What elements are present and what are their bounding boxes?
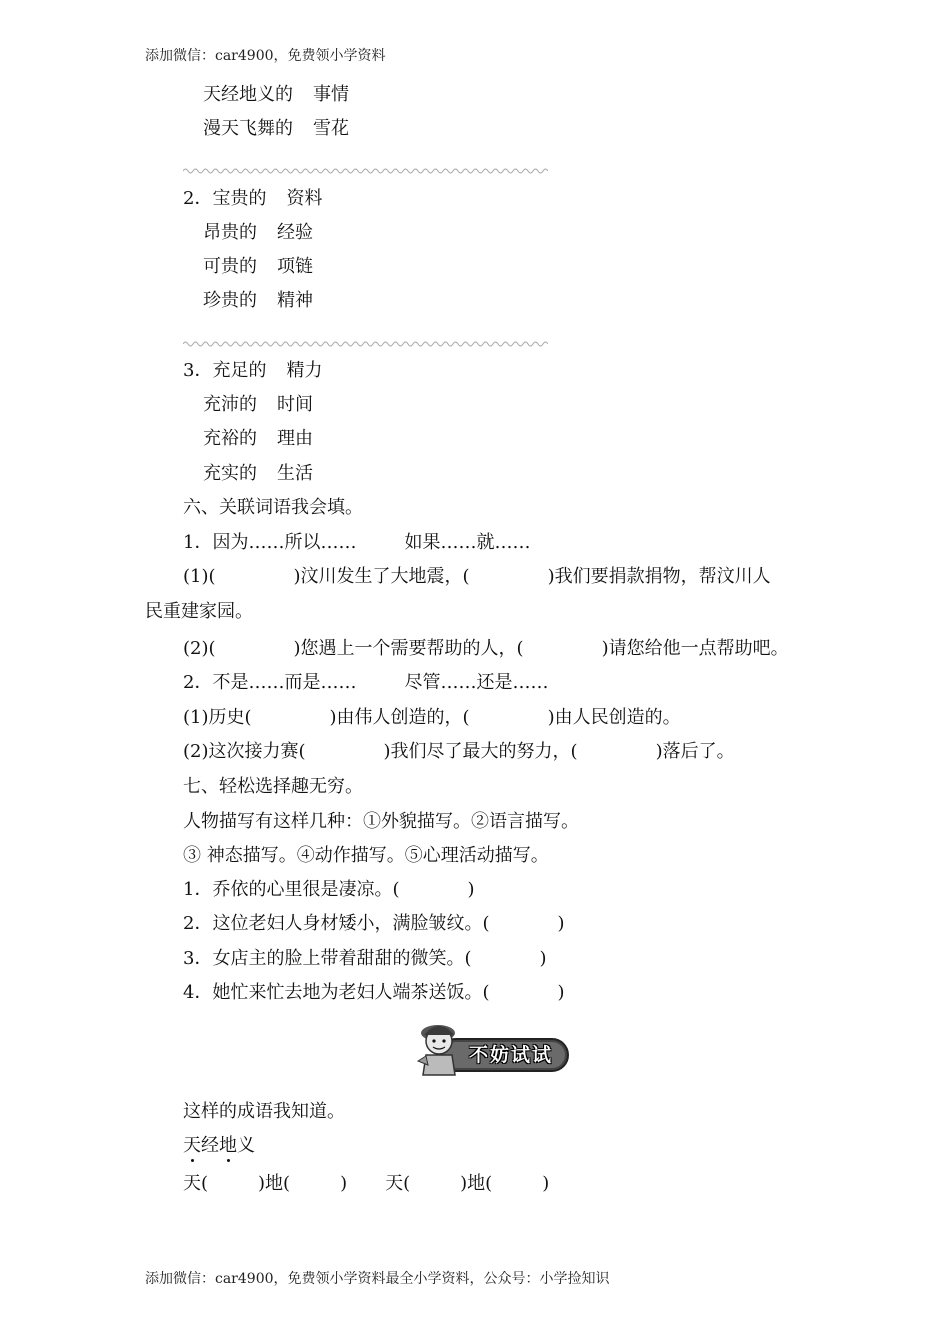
idiom-example: 天经地义 (183, 1135, 255, 1156)
word-pair (203, 258, 313, 276)
word-pair (203, 465, 313, 483)
item-number: 2． (183, 188, 213, 209)
noun: 生活 (277, 463, 313, 484)
noun: 理由 (277, 428, 313, 449)
adjective: 充沛的 (203, 394, 257, 415)
question-label: 2．不是……而是…… 尽管……还是…… (183, 672, 549, 693)
adjective: 充裕的 (203, 428, 257, 449)
adjective: 天经地义的 (203, 84, 293, 105)
fill-sentence: (1)( )汶川发生了大地震，( )我们要捐款捐物，帮汶川人 (183, 566, 771, 587)
choice-item: 1．乔依的心里很是凄凉。( ) (183, 879, 475, 900)
word-pair (183, 190, 322, 208)
adjective: 珍贵的 (203, 290, 257, 311)
noun: 事情 (313, 84, 349, 105)
adjective: 充实的 (203, 463, 257, 484)
noun: 精力 (286, 360, 323, 381)
adjective: 昂贵的 (203, 222, 257, 243)
word-pair (203, 120, 349, 138)
choice-item: 2．这位老妇人身材矮小，满脸皱纹。( ) (183, 913, 565, 934)
word-pair (203, 224, 313, 242)
page-footer: 添加微信：car4900，免费领小学资料最全小学资料，公众号：小学捡知识 (145, 1271, 610, 1287)
noun: 经验 (277, 222, 313, 243)
noun: 项链 (277, 256, 313, 277)
wavy-divider (183, 340, 548, 348)
section-title: 六、关联词语我会填。 (183, 497, 363, 518)
page-header: 添加微信：car4900，免费领小学资料 (145, 48, 386, 64)
fill-sentence: (1)历史( )由伟人创造的，( )由人民创造的。 (183, 707, 681, 728)
noun: 时间 (277, 394, 313, 415)
adjective: 宝贵的 (212, 188, 267, 209)
choice-item: 4．她忙来忙去地为老妇人端茶送饭。( ) (183, 982, 565, 1003)
word-pair (203, 430, 313, 448)
word-pair (203, 292, 313, 310)
noun: 精神 (277, 290, 313, 311)
wavy-divider (183, 167, 548, 175)
adjective: 可贵的 (203, 256, 257, 277)
idiom-pattern: 天( )地( ) 天( )地( ) (183, 1173, 550, 1194)
emphasized-char: 地 (219, 1135, 237, 1156)
adjective: 充足的 (212, 360, 267, 381)
section-title: 七、轻松选择趣无穷。 (183, 776, 363, 797)
word-pair (183, 362, 322, 380)
choice-item: 3．女店主的脸上带着甜甜的微笑。( ) (183, 948, 547, 969)
word-pair (203, 396, 313, 414)
word-pair (203, 86, 349, 104)
try-it-badge (412, 1013, 570, 1077)
fill-sentence-continued: 民重建家园。 (145, 601, 253, 622)
noun: 雪花 (313, 118, 349, 139)
question-label: 1．因为……所以…… 如果……就…… (183, 532, 531, 553)
badge-label: 不妨试试 (468, 1044, 553, 1066)
intro-line: ③ 神态描写。④动作描写。⑤心理活动描写。 (183, 845, 549, 866)
noun: 资料 (286, 188, 323, 209)
intro-line: 人物描写有这样几种：①外貌描写。②语言描写。 (183, 811, 579, 832)
fill-sentence: (2)这次接力赛( )我们尽了最大的努力，( )落后了。 (183, 741, 735, 762)
emphasized-char: 天 (183, 1135, 201, 1156)
fill-sentence: (2)( )您遇上一个需要帮助的人，( )请您给他一点帮助吧。 (183, 638, 789, 659)
idiom-intro: 这样的成语我知道。 (183, 1101, 345, 1122)
adjective: 漫天飞舞的 (203, 118, 293, 139)
item-number: 3． (183, 360, 213, 381)
